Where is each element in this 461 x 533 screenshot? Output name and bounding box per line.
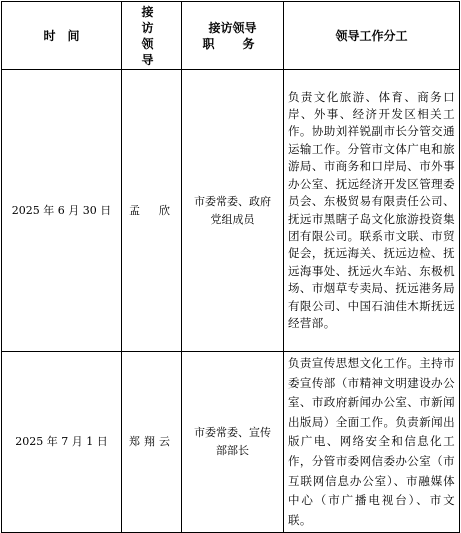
header-position-line2: 职 务 [202, 36, 263, 51]
header-time: 时 间 [2, 2, 122, 70]
row-duties: 负责文化旅游、体育、商务口岸、外事、经济开发区相关工作。协助刘祥锐副市长分管交通运输工作。分管市文体广电和旅游局、市商务和口岸局、市外事办公室、抚远经济开发区管理委员会、东极贸易有限责任公司、抚远市黑瞎子岛文化旅游投资集团有限公司。联系市文联、市贸促会，抚远海关、抚远边检、抚远海事处、抚远火车站、东极机场、市烟草专卖局、抚远港务局有限公司、中国石油佳木斯抚远经营部。 [284, 70, 460, 352]
header-position [182, 2, 284, 70]
header-row [2, 2, 460, 70]
row-position [182, 70, 284, 352]
row-position-line2: 党组成员 [210, 212, 255, 226]
row-duties: 负责宣传思想文化工作。主持市委宣传部（市精神文明建设办公室、市政府新闻办公室、市新闻出版局）全面工作。负责新闻出版广电、网络安全和信息化工作，分管市委网信委办公室（市互联网信息办公室）、市融媒体中心（市广播电视台）、市文联。 [284, 352, 460, 533]
header-leader-line2: 领 导 [141, 36, 182, 67]
header-leader-line1: 接 访 [141, 4, 182, 35]
row-position-line1: 市委常委、政府 [194, 194, 271, 208]
header-leader [122, 2, 182, 70]
table-row [2, 70, 460, 352]
header-position-line1: 接访领导 [208, 20, 257, 35]
table-row [2, 352, 460, 533]
header-duties: 领导工作分工 [284, 2, 460, 70]
row-leader: 郑翔云 [122, 352, 182, 533]
row-date: 2025 年 7 月 1 日 [2, 352, 122, 533]
row-leader: 孟 欣 [122, 70, 182, 352]
row-date: 2025 年 6 月 30 日 [2, 70, 122, 352]
reception-schedule-table [1, 1, 460, 533]
row-position [182, 352, 284, 533]
row-position-line2: 部部长 [216, 444, 249, 458]
row-position-line1: 市委常委、宣传 [194, 426, 271, 440]
